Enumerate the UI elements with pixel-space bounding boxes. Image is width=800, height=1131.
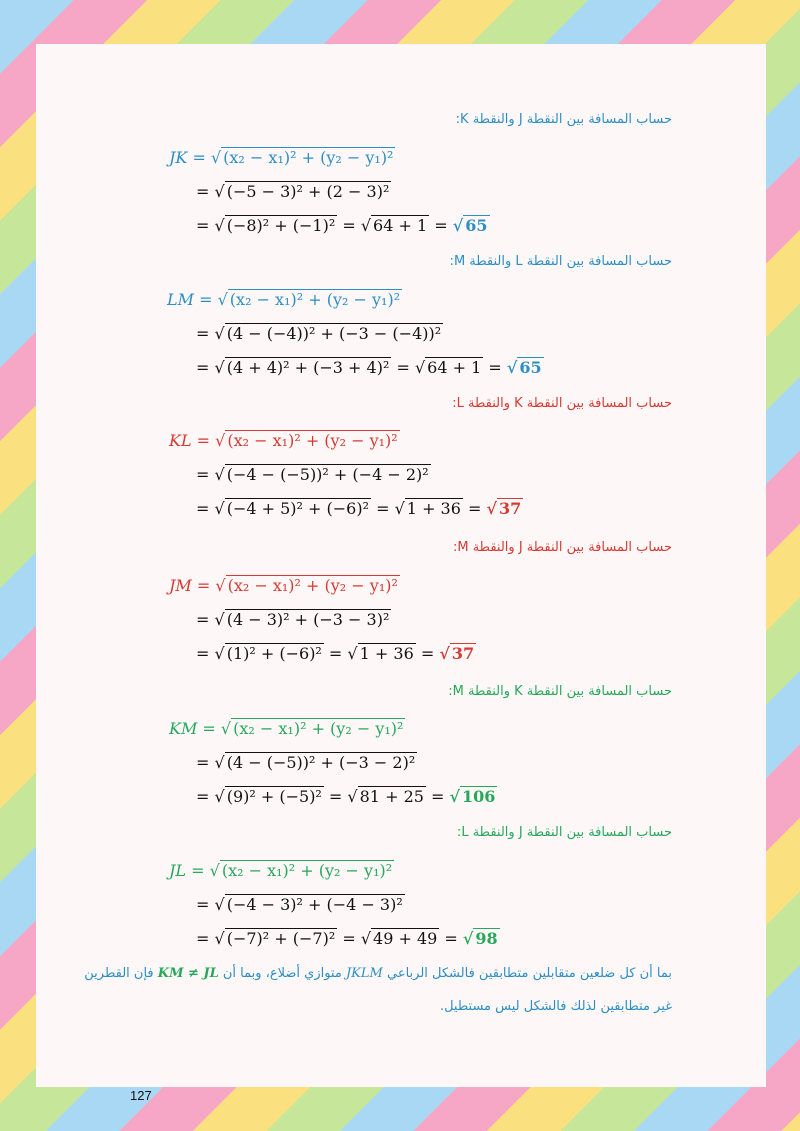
radicand: 49 + 49 bbox=[373, 929, 438, 948]
answer-kl: 37 bbox=[499, 499, 522, 518]
radicand: (−4 − 3)² + (−4 − 3)² bbox=[226, 895, 403, 914]
equation-kl-step-2: = √ (−4 + 5)² + (−6)² = √ 1 + 36 = √ 37 bbox=[196, 499, 522, 518]
section-heading-jl: حساب المسافة بين النقطة J والنقطة L: bbox=[456, 825, 672, 840]
section-heading-jm: حساب المسافة بين النقطة J والنقطة M: bbox=[452, 540, 672, 555]
radicand: (−5 − 3)² + (2 − 3)² bbox=[226, 182, 390, 201]
equation-jk-formula: JK = √ (x₂ − x₁)² + (y₂ − y₁)² bbox=[169, 148, 394, 167]
radicand: (9)² + (−5)² bbox=[226, 787, 322, 806]
radicand: (4 − (−5))² + (−3 − 2)² bbox=[226, 753, 416, 772]
equation-kl-formula: KL = √ (x₂ − x₁)² + (y₂ − y₁)² bbox=[169, 431, 398, 450]
conclusion-text-2: متوازي أضلاع، وبما أن bbox=[222, 966, 342, 981]
radicand: (1)² + (−6)² bbox=[226, 644, 322, 663]
radicand: 64 + 1 bbox=[427, 358, 482, 377]
radicand: (x₂ − x₁)² + (y₂ − y₁)² bbox=[233, 719, 404, 738]
radicand: (x₂ − x₁)² + (y₂ − y₁)² bbox=[229, 290, 401, 309]
equation-jm-step-1: = √ (4 − 3)² + (−3 − 3)² bbox=[196, 610, 390, 629]
lhs-jl: JL = bbox=[169, 861, 205, 880]
page-sheet bbox=[36, 44, 766, 1103]
lhs-lm: LM = bbox=[167, 290, 213, 309]
section-heading-jk: حساب المسافة بين النقطة J والنقطة K: bbox=[455, 112, 672, 127]
page-number: 127 bbox=[130, 1088, 152, 1103]
conclusion-line-2: غير متطابقين لذلك فالشكل ليس مستطيل. bbox=[439, 999, 672, 1014]
radicand: (−4 + 5)² + (−6)² bbox=[226, 499, 370, 518]
answer-jl: 98 bbox=[475, 929, 498, 948]
radicand: (x₂ − x₁)² + (y₂ − y₁)² bbox=[227, 576, 398, 595]
conclusion-text-1: بما أن كل ضلعين متقابلين متطابقين فالشكل الرباعي bbox=[386, 966, 672, 981]
equation-km-step-1: = √ (4 − (−5))² + (−3 − 2)² bbox=[196, 753, 416, 772]
radicand: (4 − (−4))² + (−3 − (−4))² bbox=[226, 324, 442, 343]
conclusion-line-1 bbox=[52, 966, 672, 981]
equation-jm-step-2: = √ (1)² + (−6)² = √ 1 + 36 = √ 37 bbox=[196, 644, 475, 663]
equation-lm-formula: LM = √ (x₂ − x₁)² + (y₂ − y₁)² bbox=[167, 290, 401, 309]
diagonal-inequality: KM ≠ JL bbox=[157, 966, 219, 981]
section-heading-kl: حساب المسافة بين النقطة K والنقطة L: bbox=[452, 396, 672, 411]
section-heading-km: حساب المسافة بين النقطة K والنقطة M: bbox=[448, 684, 672, 699]
equation-jk-step-1: = √ (−5 − 3)² + (2 − 3)² bbox=[196, 182, 390, 201]
equation-km-step-2: = √ (9)² + (−5)² = √ 81 + 25 = √ 106 bbox=[196, 787, 496, 806]
lhs-jm: JM = bbox=[169, 576, 211, 595]
answer-km: 106 bbox=[462, 787, 496, 806]
answer-jm: 37 bbox=[451, 644, 475, 663]
equation-lm-step-1: = √ (4 − (−4))² + (−3 − (−4))² bbox=[196, 324, 442, 343]
equation-kl-step-1: = √ (−4 − (−5))² + (−4 − 2)² bbox=[196, 465, 429, 484]
radicand: (x₂ − x₁)² + (y₂ − y₁)² bbox=[223, 148, 394, 167]
radicand: (4 − 3)² + (−3 − 3)² bbox=[226, 610, 390, 629]
lhs-kl: KL = bbox=[169, 431, 211, 450]
radicand: 64 + 1 bbox=[373, 216, 428, 235]
answer-jk: 65 bbox=[465, 216, 488, 235]
equation-jm-formula: JM = √ (x₂ − x₁)² + (y₂ − y₁)² bbox=[169, 576, 398, 595]
radicand: 81 + 25 bbox=[359, 787, 424, 806]
shape-name: JKLM bbox=[345, 966, 383, 981]
radicand: (x₂ − x₁)² + (y₂ − y₁)² bbox=[227, 431, 398, 450]
equation-jk-step-2: = √ (−8)² + (−1)² = √ 64 + 1 = √ 65 bbox=[196, 216, 488, 235]
conclusion-text-3: فإن القطرين bbox=[84, 966, 154, 981]
radicand: 1 + 36 bbox=[359, 644, 414, 663]
section-heading-lm: حساب المسافة بين النقطة L والنقطة M: bbox=[449, 254, 672, 269]
radicand: 1 + 36 bbox=[406, 499, 461, 518]
lhs-jk: JK = bbox=[169, 148, 206, 167]
radicand: (−7)² + (−7)² bbox=[226, 929, 336, 948]
equation-lm-step-2: = √ (4 + 4)² + (−3 + 4)² = √ 64 + 1 = √ 65 bbox=[196, 358, 542, 377]
equation-jl-step-2: = √ (−7)² + (−7)² = √ 49 + 49 = √ 98 bbox=[196, 929, 498, 948]
radicand: (−8)² + (−1)² bbox=[226, 216, 336, 235]
lhs-km: KM = bbox=[169, 719, 216, 738]
equation-jl-step-1: = √ (−4 − 3)² + (−4 − 3)² bbox=[196, 895, 403, 914]
radicand: (−4 − (−5))² + (−4 − 2)² bbox=[226, 465, 429, 484]
radicand: (x₂ − x₁)² + (y₂ − y₁)² bbox=[221, 861, 393, 880]
equation-jl-formula: JL = √ (x₂ − x₁)² + (y₂ − y₁)² bbox=[169, 861, 393, 880]
radicand: (4 + 4)² + (−3 + 4)² bbox=[226, 358, 390, 377]
answer-lm: 65 bbox=[519, 358, 542, 377]
equation-km-formula: KM = √ (x₂ − x₁)² + (y₂ − y₁)² bbox=[169, 719, 404, 738]
